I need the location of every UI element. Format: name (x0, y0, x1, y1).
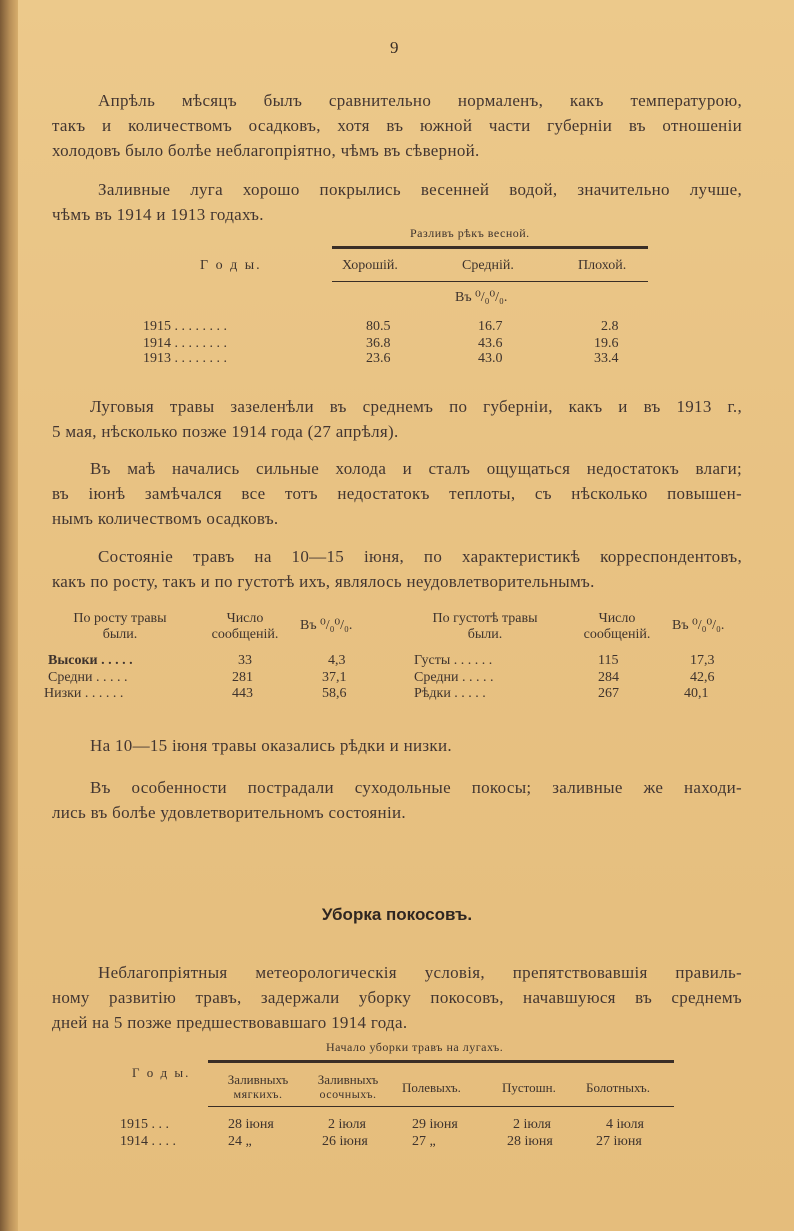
table-cell: 17,3 (690, 653, 715, 668)
unit-label: Въ ⁰/₀⁰/₀. (455, 290, 508, 305)
text-line: Заливные луга хорошо покрылись весенней водой, значительно лучше, (98, 180, 742, 199)
column-header: Въ ⁰/₀⁰/₀. (300, 618, 353, 633)
table-cell: 24 „ (228, 1134, 252, 1149)
header-line: сообщеній. (583, 627, 651, 642)
column-header: Болотныхъ. (586, 1080, 650, 1095)
table-caption: Начало уборки травъ на лугахъ. (326, 1040, 504, 1054)
text-line: холодовъ было болѣе неблагопріятно, чѣмъ въ сѣверной. (52, 141, 480, 160)
text-line: 5 мая, нѣсколько позже 1914 года (27 апрѣля). (52, 422, 399, 441)
header-line: Заливныхъ (227, 1072, 289, 1087)
column-header (572, 611, 662, 643)
year-header: Г о д ы. (200, 258, 262, 273)
table-cell: 115 (598, 653, 619, 668)
table-cell: 58,6 (322, 686, 347, 701)
table-cell: 43.0 (478, 351, 503, 366)
year-header: Г о д ы. (132, 1065, 191, 1080)
table-cell: 33.4 (594, 351, 619, 366)
table-cell: 23.6 (366, 351, 391, 366)
header-line: По густотѣ травы (432, 611, 538, 626)
column-header: Плохой. (578, 258, 627, 273)
row-label: Рѣдки . . . . . (414, 686, 486, 701)
table-cell: 43.6 (478, 336, 503, 351)
rule (332, 246, 648, 249)
table-cell: 80.5 (366, 319, 391, 334)
text-line: нымъ количествомъ осадковъ. (52, 509, 279, 528)
row-year: 1913 . . . . . . . . (143, 351, 227, 366)
paragraph-sparse (52, 733, 742, 758)
header-line: были. (102, 627, 138, 642)
row-label: Средни . . . . . (414, 670, 494, 685)
rule (208, 1060, 674, 1063)
table-cell: 2 іюля (513, 1117, 551, 1132)
header-line: сообщеній. (211, 627, 279, 642)
text-line: Въ особенности пострадали суходольные покосы; заливные же находи- (90, 778, 742, 797)
column-header (210, 1072, 306, 1102)
column-header: Пустошн. (502, 1080, 556, 1095)
text-line: дней на 5 позже предшествовавшаго 1914 года. (52, 1013, 408, 1032)
row-label: Густы . . . . . . (414, 653, 493, 668)
table-cell: 33 (238, 653, 252, 668)
table-cell: 2.8 (601, 319, 619, 334)
paragraph-meadows (52, 177, 742, 227)
table-cell: 28 іюня (507, 1134, 553, 1149)
paragraph-haying (52, 960, 742, 1035)
table-cell: 37,1 (322, 670, 347, 685)
table-cell: 2 іюля (328, 1117, 366, 1132)
text-line: Неблагопріятныя метеорологическія условія, препятствовавшія правиль- (98, 963, 742, 982)
header-line: Число (226, 611, 264, 626)
text-line: чѣмъ въ 1914 и 1913 годахъ. (52, 205, 264, 224)
text-line: такъ и количествомъ осадковъ, хотя въ южной части губерніи въ отношеніи (52, 116, 742, 135)
table-cell: 36.8 (366, 336, 391, 351)
text-line: ному развитію травъ, задержали уборку покосовъ, начавшуюся въ среднемъ (52, 988, 742, 1007)
paragraph-greening (52, 394, 742, 444)
header-line: Заливныхъ (317, 1072, 379, 1087)
row-year: 1914 . . . . . . . . (143, 336, 227, 351)
table-cell: 284 (598, 670, 619, 685)
column-header (52, 611, 188, 643)
book-binding-edge (0, 0, 18, 1231)
row-label: Средни . . . . . (48, 670, 128, 685)
header-line: По росту травы (73, 611, 167, 626)
column-header (412, 611, 558, 643)
table-cell: 28 іюня (228, 1117, 274, 1132)
header-line: были. (467, 627, 503, 642)
table-cell: 27 іюня (596, 1134, 642, 1149)
paragraph-grass-state (52, 544, 742, 594)
text-line: Въ маѣ начались сильные холода и сталъ ощущаться недостатокъ влаги; (90, 459, 742, 478)
text-line: На 10—15 іюня травы оказались рѣдки и низки. (90, 736, 452, 755)
row-label: Высоки . . . . . (48, 653, 133, 668)
table-cell: 19.6 (594, 336, 619, 351)
row-year: 1915 . . . (120, 1117, 169, 1132)
table-cell: 281 (232, 670, 253, 685)
column-header: Полевыхъ. (402, 1080, 461, 1095)
rule (208, 1106, 674, 1107)
table-cell: 40,1 (684, 686, 709, 701)
section-title: Уборка покосовъ. (321, 905, 473, 924)
table-caption: Разливъ рѣкъ весной. (410, 226, 530, 240)
text-line: Состояніе травъ на 10—15 іюня, по характеристикѣ корреспондентовъ, (98, 547, 742, 566)
header-line: осочныхъ. (319, 1087, 377, 1101)
header-line: мягкихъ. (233, 1087, 283, 1101)
paragraph-may-june (52, 456, 742, 531)
text-line: лись въ болѣе удовлетворительномъ состояніи. (52, 803, 406, 822)
table-cell: 29 іюня (412, 1117, 458, 1132)
table-cell: 267 (598, 686, 619, 701)
column-header: Хорошій. (342, 258, 398, 273)
row-year: 1915 . . . . . . . . (143, 319, 227, 334)
header-line: Число (598, 611, 636, 626)
paragraph-april (52, 88, 742, 163)
column-header (300, 1072, 396, 1102)
table-cell: 16.7 (478, 319, 503, 334)
column-header: Въ ⁰/₀⁰/₀. (672, 618, 725, 633)
column-header: Средній. (462, 258, 514, 273)
table-cell: 443 (232, 686, 253, 701)
row-year: 1914 . . . . (120, 1134, 176, 1149)
text-line: въ іюнѣ замѣчался все тотъ недостатокъ теплоты, съ нѣсколько повышен- (52, 484, 742, 503)
table-cell: 4 іюля (606, 1117, 644, 1132)
text-line: Апрѣль мѣсяцъ былъ сравнительно нормаленъ, какъ температурою, (98, 91, 742, 110)
page-number: 9 (390, 38, 399, 57)
text-line: Луговыя травы зазеленѣли въ среднемъ по губерніи, какъ и въ 1913 г., (90, 397, 742, 416)
column-header (200, 611, 290, 643)
table-cell: 27 „ (412, 1134, 436, 1149)
table-cell: 4,3 (328, 653, 346, 668)
paragraph-dry-meadows (52, 775, 742, 825)
rule (332, 281, 648, 282)
text-line: какъ по росту, такъ и по густотѣ ихъ, являлось неудовлетворительнымъ. (52, 572, 595, 591)
row-label: Низки . . . . . . (44, 686, 124, 701)
table-cell: 42,6 (690, 670, 715, 685)
table-cell: 26 іюня (322, 1134, 368, 1149)
